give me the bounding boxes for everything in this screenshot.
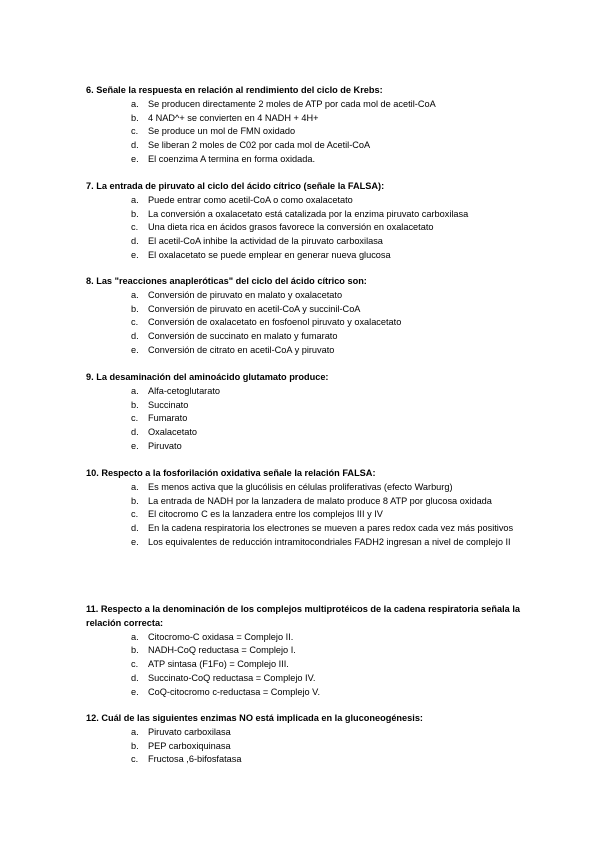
option-text: Se producen directamente 2 moles de ATP por cada mol de acetil-CoA — [148, 98, 436, 109]
option-c — [86, 658, 526, 672]
option-letter: b. — [131, 112, 139, 123]
option-d — [86, 672, 526, 686]
question-8 — [86, 275, 526, 358]
question-11 — [86, 603, 526, 700]
option-text: Conversión de piruvato en acetil-CoA y succinil-CoA — [148, 303, 361, 314]
option-c — [86, 316, 526, 330]
option-b — [86, 399, 526, 413]
question-6 — [86, 84, 526, 167]
option-letter: d. — [131, 140, 139, 151]
option-text: PEP carboxiquinasa — [148, 740, 231, 751]
option-letter: c. — [131, 509, 139, 520]
option-letter: e. — [131, 153, 139, 164]
question-title: 7. La entrada de piruvato al ciclo del ácido cítrico (señale la FALSA): — [86, 181, 385, 191]
option-text: Se liberan 2 moles de C02 por cada mol de Acetil-CoA — [148, 140, 371, 151]
option-b — [86, 208, 526, 222]
options-list — [86, 631, 526, 700]
option-b — [86, 495, 526, 509]
options-list — [86, 385, 526, 454]
option-letter: b. — [131, 399, 139, 410]
option-text: ATP sintasa (F1Fo) = Complejo III. — [148, 659, 289, 670]
option-letter: a. — [131, 385, 139, 396]
option-letter: b. — [131, 303, 139, 314]
option-letter: c. — [131, 317, 139, 328]
option-text: NADH-CoQ reductasa = Complejo I. — [148, 645, 296, 656]
option-text: Conversión de piruvato en malato y oxalacetato — [148, 289, 343, 300]
option-text: Piruvato carboxilasa — [148, 726, 231, 737]
option-d — [86, 139, 526, 153]
option-letter: a. — [131, 194, 139, 205]
option-letter: e. — [131, 686, 139, 697]
option-text: Succinato — [148, 399, 189, 410]
option-text: Piruvato — [148, 440, 182, 451]
option-c — [86, 508, 526, 522]
option-letter: a. — [131, 481, 139, 492]
option-b — [86, 740, 526, 754]
option-text: Fructosa ,6-bifosfatasa — [148, 754, 242, 765]
option-text: Se produce un mol de FMN oxidado — [148, 126, 296, 137]
option-letter: c. — [131, 754, 139, 765]
option-letter: d. — [131, 331, 139, 342]
option-b — [86, 303, 526, 317]
option-text: CoQ-citocromo c-reductasa = Complejo V. — [148, 686, 320, 697]
option-e — [86, 153, 526, 167]
option-letter: e. — [131, 249, 139, 260]
option-b — [86, 644, 526, 658]
option-d — [86, 235, 526, 249]
option-text: Oxalacetato — [148, 427, 198, 438]
option-letter: d. — [131, 427, 139, 438]
option-letter: c. — [131, 413, 139, 424]
question-title: 10. Respecto a la fosforilación oxidativa señale la relación FALSA: — [86, 468, 376, 478]
option-letter: d. — [131, 672, 139, 683]
option-text: Fumarato — [148, 413, 188, 424]
options-list — [86, 98, 526, 167]
option-text: Puede entrar como acetil-CoA o como oxalacetato — [148, 194, 353, 205]
option-a — [86, 289, 526, 303]
option-letter: c. — [131, 659, 139, 670]
option-letter: b. — [131, 208, 139, 219]
option-text: La conversión a oxalacetato está catalizada por la enzima piruvato carboxilasa — [148, 208, 469, 219]
options-list — [86, 194, 526, 263]
option-b — [86, 112, 526, 126]
question-title: 6. Señale la respuesta en relación al rendimiento del ciclo de Krebs: — [86, 85, 383, 95]
option-text: Conversión de citrato en acetil-CoA y piruvato — [148, 344, 335, 355]
question-7 — [86, 180, 526, 263]
option-letter: e. — [131, 440, 139, 451]
option-c — [86, 221, 526, 235]
option-e — [86, 686, 526, 700]
option-letter: d. — [131, 523, 139, 534]
option-text: Es menos activa que la glucólisis en células proliferativas (efecto Warburg) — [148, 481, 453, 492]
option-d — [86, 426, 526, 440]
options-list — [86, 481, 526, 550]
option-a — [86, 481, 526, 495]
question-9 — [86, 371, 526, 454]
option-text: Conversión de succinato en malato y fumarato — [148, 331, 338, 342]
option-letter: a. — [131, 98, 139, 109]
option-d — [86, 330, 526, 344]
option-e — [86, 440, 526, 454]
option-text: El coenzima A termina en forma oxidada. — [148, 153, 315, 164]
option-text: 4 NAD^+ se convierten en 4 NADH + 4H+ — [148, 112, 319, 123]
option-text: El citocromo C es la lanzadera entre los complejos III y IV — [148, 509, 383, 520]
option-letter: d. — [131, 236, 139, 247]
option-text: En la cadena respiratoria los electrones se mueven a pares redox cada vez más positivos — [148, 523, 514, 534]
option-c — [86, 412, 526, 426]
option-text: La entrada de NADH por la lanzadera de malato produce 8 ATP por glucosa oxidada — [148, 495, 492, 506]
option-letter: e. — [131, 536, 139, 547]
option-text: El oxalacetato se puede emplear en generar nueva glucosa — [148, 249, 391, 260]
option-text: Succinato-CoQ reductasa = Complejo IV. — [148, 672, 316, 683]
option-text: El acetil-CoA inhibe la actividad de la piruvato carboxilasa — [148, 236, 383, 247]
option-e — [86, 536, 526, 550]
option-c — [86, 753, 526, 767]
option-letter: a. — [131, 289, 139, 300]
options-list — [86, 726, 526, 767]
question-title: 8. Las "reacciones anapleróticas" del ciclo del ácido cítrico son: — [86, 276, 367, 286]
question-title: 11. Respecto a la denominación de los complejos multiprotéicos de la cadena respiratoria señala la relación correcta: — [86, 604, 521, 628]
option-c — [86, 125, 526, 139]
question-title: 12. Cuál de las siguientes enzimas NO está implicada en la gluconeogénesis: — [86, 713, 423, 723]
option-text: Conversión de oxalacetato en fosfoenol piruvato y oxalacetato — [148, 317, 402, 328]
option-letter: a. — [131, 631, 139, 642]
option-text: Los equivalentes de reducción intramitocondriales FADH2 ingresan a nivel de complejo II — [148, 536, 511, 547]
option-text: Citocromo-C oxidasa = Complejo II. — [148, 631, 294, 642]
question-10 — [86, 467, 526, 550]
option-a — [86, 726, 526, 740]
question-title: 9. La desaminación del aminoácido glutamato produce: — [86, 372, 329, 382]
option-text: Una dieta rica en ácidos grasos favorece la conversión en oxalacetato — [148, 222, 434, 233]
option-d — [86, 522, 526, 536]
option-text: Alfa-cetoglutarato — [148, 385, 221, 396]
option-a — [86, 385, 526, 399]
question-12 — [86, 712, 526, 767]
option-letter: b. — [131, 495, 139, 506]
option-letter: c. — [131, 126, 139, 137]
options-list — [86, 289, 526, 358]
option-letter: b. — [131, 740, 139, 751]
option-letter: c. — [131, 222, 139, 233]
option-e — [86, 249, 526, 263]
option-a — [86, 631, 526, 645]
option-a — [86, 194, 526, 208]
option-letter: a. — [131, 726, 139, 737]
option-letter: b. — [131, 645, 139, 656]
option-e — [86, 344, 526, 358]
option-a — [86, 98, 526, 112]
option-letter: e. — [131, 344, 139, 355]
